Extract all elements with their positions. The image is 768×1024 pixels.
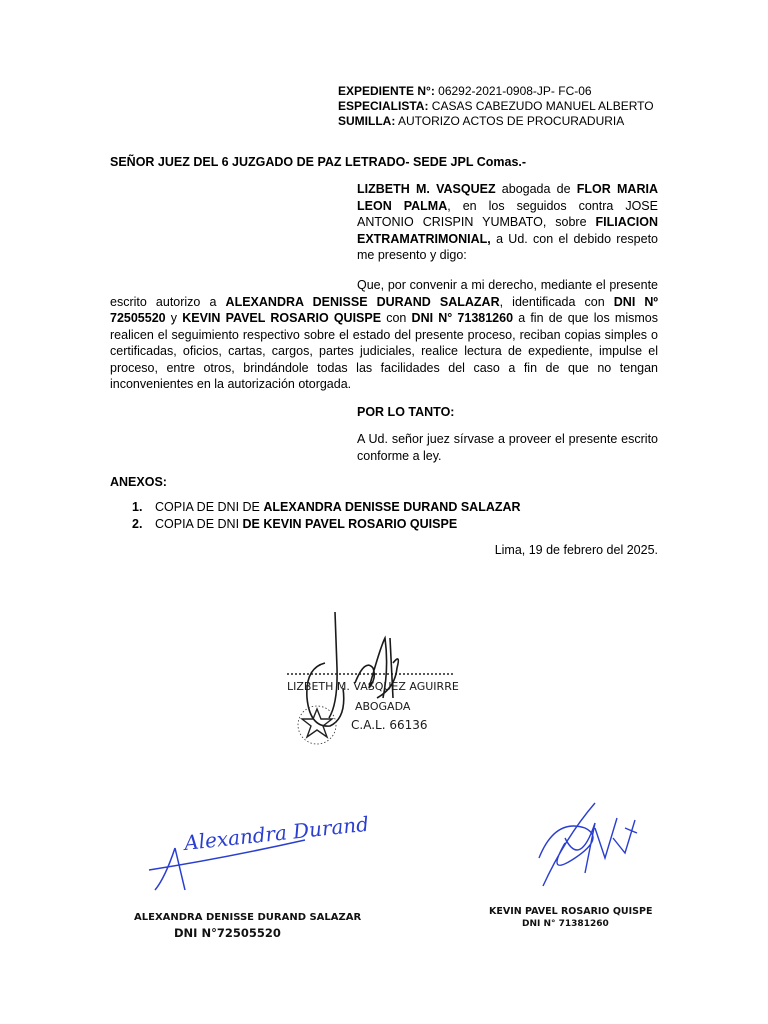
signatory-dni: DNI N° 71381260 bbox=[522, 919, 609, 929]
signatory-dni: DNI N°72505520 bbox=[174, 926, 281, 940]
sumilla-line: SUMILLA: AUTORIZO ACTOS DE PROCURADURIA bbox=[338, 114, 625, 128]
case-header bbox=[338, 84, 654, 129]
request-paragraph: A Ud. señor juez sírvase a proveer el presente escrito conforme a ley. bbox=[357, 432, 658, 463]
especialista-line: ESPECIALISTA: CASAS CABEZUDO MANUEL ALBERTO bbox=[338, 99, 654, 113]
stamp-cal: C.A.L. 66136 bbox=[351, 718, 428, 732]
annex-item: 1. COPIA DE DNI DE ALEXANDRA DENISSE DURAND SALAZAR bbox=[132, 500, 521, 514]
date-line: Lima, 19 de febrero del 2025. bbox=[494, 543, 658, 557]
stamp-name: LIZBETH M. VASQUEZ AGUIRRE bbox=[287, 680, 459, 693]
signature-kevin bbox=[525, 798, 650, 893]
annex-item: 2. COPIA DE DNI DE KEVIN PAVEL ROSARIO QUISPE bbox=[132, 517, 458, 531]
intro-paragraph: LIZBETH M. VASQUEZ abogada de FLOR MARIA LEON PALMA, en los seguidos contra JOSE ANTONIO CRISPIN YUMBATO, sobre FILIACION EXTRAMATRIMONIAL, a Ud. con el debido respeto me presento y digo: bbox=[357, 182, 658, 262]
stamp-title: ABOGADA bbox=[355, 700, 411, 713]
anexos-heading: ANEXOS: bbox=[110, 475, 167, 489]
alexandra-handwriting: Alexandra Durand bbox=[183, 811, 371, 855]
signature-alexandra bbox=[145, 811, 371, 906]
authorization-paragraph: Que, por convenir a mi derecho, mediante el presente escrito autorizo a ALEXANDRA DENISSE DURAND SALAZAR, identificada con DNI Nº 72505520 y KEVIN PAVEL ROSARIO QUISPE con DNI N° 71381260 a fin de que los mismos realicen el seguimiento respectivo sobre el estado del presente proceso, reciban copias simples o certificadas, oficios, cartas, cargos, partes judiciales, realice lectura de expediente, impulse el proceso, entre otros, brindándole todas las facilidades del caso a fin de que no tengan inconvenientes en la autorización otorgada. bbox=[110, 278, 658, 391]
signatory-name: ALEXANDRA DENISSE DURAND SALAZAR bbox=[134, 912, 362, 923]
signatory-name: KEVIN PAVEL ROSARIO QUISPE bbox=[489, 906, 653, 917]
addressee: SEÑOR JUEZ DEL 6 JUZGADO DE PAZ LETRADO- SEDE JPL Comas.- bbox=[110, 155, 527, 169]
expediente-line: EXPEDIENTE N°: 06292-2021-0908-JP- FC-06 bbox=[338, 84, 592, 98]
por-lo-tanto-heading: POR LO TANTO: bbox=[357, 405, 455, 419]
lawyer-stamp bbox=[285, 608, 465, 758]
